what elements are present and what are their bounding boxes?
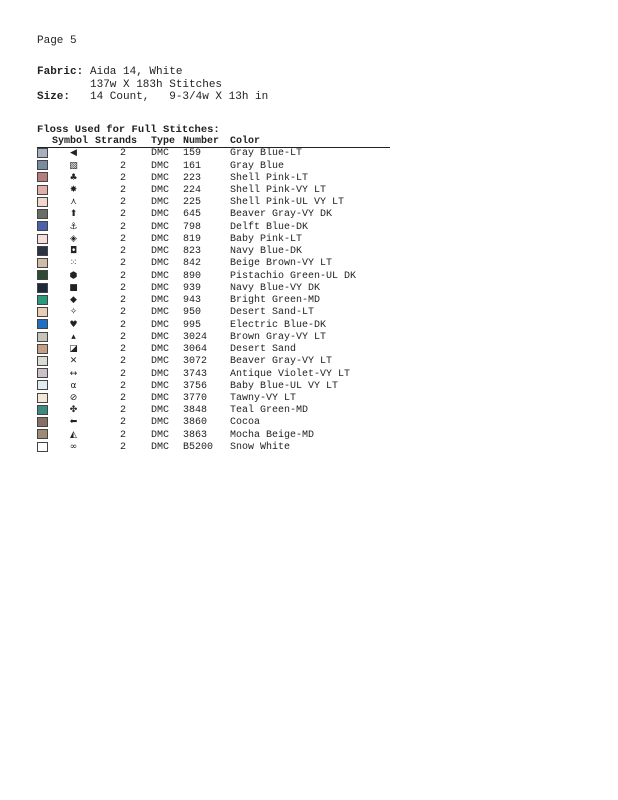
strands-cell: 2 — [119, 368, 126, 380]
page-number: Page 5 — [37, 35, 77, 47]
number-cell: 161 — [183, 160, 202, 172]
half-square-icon: ◪ — [69, 344, 78, 355]
size-value: 14 Count, 9-3/4w X 13h in — [90, 91, 269, 103]
color-swatch — [37, 307, 48, 317]
strands-cell: 2 — [119, 441, 126, 453]
number-cell: 3756 — [183, 380, 208, 392]
color-swatch — [37, 405, 48, 415]
floss-title: Floss Used for Full Stitches: — [37, 124, 220, 136]
color-name-cell: Desert Sand — [230, 344, 297, 356]
sparkle-icon: ✧ — [69, 307, 78, 318]
number-cell: 939 — [183, 282, 202, 294]
color-swatch — [37, 185, 48, 195]
strands-cell: 2 — [119, 307, 126, 319]
stitch-count: 137w X 183h Stitches — [90, 78, 223, 91]
strands-cell: 2 — [119, 393, 126, 404]
type-cell: DMC — [151, 405, 170, 417]
color-header: Color — [230, 136, 390, 148]
color-name-cell: Beige Brown-VY LT — [230, 258, 333, 270]
oval-slash-icon: ⊘ — [69, 393, 78, 403]
leaf-triangle-icon: ◭ — [70, 429, 77, 440]
strands-cell: 2 — [119, 417, 126, 429]
symbol-header: Symbol — [52, 136, 95, 148]
type-cell: DMC — [151, 319, 170, 331]
number-cell: 798 — [183, 221, 202, 233]
strands-header: Strands — [95, 136, 151, 148]
double-arrow-icon: ↔ — [69, 368, 78, 379]
floss-row — [37, 172, 390, 184]
color-swatch — [37, 270, 48, 280]
number-cell: 224 — [183, 185, 202, 197]
strands-cell: 2 — [119, 233, 126, 245]
type-cell: DMC — [151, 172, 170, 184]
type-cell: DMC — [151, 233, 170, 245]
floss-row — [37, 429, 390, 441]
type-cell: DMC — [151, 160, 170, 172]
color-swatch — [37, 332, 48, 342]
star-burst-icon: ✸ — [69, 185, 78, 196]
type-cell: DMC — [151, 429, 170, 441]
type-cell: DMC — [151, 356, 170, 368]
strands-cell: 2 — [119, 197, 126, 209]
color-name-cell: Baby Pink-LT — [230, 233, 303, 245]
fabric-value: Aida 14, White — [90, 66, 183, 78]
color-swatch — [37, 344, 48, 354]
club-icon: ♣ — [69, 172, 78, 183]
type-cell: DMC — [151, 270, 170, 282]
color-swatch — [37, 197, 48, 207]
number-cell: 3024 — [183, 331, 208, 343]
fabric-info — [37, 66, 268, 104]
strands-cell: 2 — [119, 429, 126, 441]
type-cell: DMC — [151, 393, 170, 404]
strands-cell: 2 — [119, 319, 126, 331]
color-name-cell: Shell Pink-LT — [230, 172, 309, 184]
color-name-cell: Pistachio Green-UL DK — [230, 270, 357, 282]
infinity-icon: ∞ — [69, 441, 78, 452]
type-cell: DMC — [151, 380, 170, 392]
color-name-cell: Navy Blue-DK — [230, 246, 303, 258]
number-cell: 225 — [183, 197, 202, 209]
number-cell: 3863 — [183, 429, 208, 441]
floss-row — [37, 209, 390, 221]
color-swatch — [37, 442, 48, 452]
number-header: Number — [183, 136, 230, 148]
number-cell: 3743 — [183, 368, 208, 380]
strands-cell: 2 — [119, 160, 126, 172]
type-cell: DMC — [151, 185, 170, 197]
strands-cell: 2 — [119, 380, 126, 392]
type-cell: DMC — [151, 307, 170, 319]
floss-rows — [37, 148, 390, 454]
type-cell: DMC — [151, 295, 170, 307]
color-name-cell: Delft Blue-DK — [230, 221, 309, 233]
hatched-square-icon: ▧ — [69, 160, 78, 171]
floss-row — [37, 246, 390, 258]
color-swatch — [37, 234, 48, 244]
strands-cell: 2 — [119, 258, 126, 270]
color-swatch — [37, 283, 48, 293]
color-name-cell: Shell Pink-UL VY LT — [230, 197, 345, 209]
floss-row — [37, 356, 390, 368]
triangle-left-icon: ◀ — [70, 148, 77, 159]
number-cell: 3064 — [183, 344, 208, 356]
diamond-icon: ◆ — [70, 295, 77, 306]
color-name-cell: Bright Green-MD — [230, 295, 321, 307]
color-swatch — [37, 258, 48, 268]
color-swatch — [37, 295, 48, 305]
stitches-row — [37, 79, 268, 92]
color-swatch — [37, 380, 48, 390]
color-swatch — [37, 246, 48, 256]
size-row — [37, 91, 268, 104]
color-name-cell: Tawny-VY LT — [230, 393, 297, 404]
floss-row — [37, 221, 390, 233]
color-swatch — [37, 429, 48, 439]
strands-cell: 2 — [119, 331, 126, 343]
color-swatch — [37, 209, 48, 219]
color-swatch — [37, 393, 48, 403]
size-label: Size: — [37, 91, 71, 103]
floss-row — [37, 307, 390, 319]
color-name-cell: Navy Blue-VY DK — [230, 282, 321, 294]
color-name-cell: Shell Pink-VY LT — [230, 185, 327, 197]
fabric-row — [37, 66, 268, 79]
type-header: Type — [151, 136, 183, 148]
floss-row — [37, 295, 390, 307]
color-name-cell: Cocoa — [230, 417, 261, 429]
color-swatch — [37, 148, 48, 158]
number-cell: 950 — [183, 307, 202, 319]
strands-cell: 2 — [119, 344, 126, 356]
color-name-cell: Desert Sand-LT — [230, 307, 315, 319]
floss-row — [37, 417, 390, 429]
floss-row — [37, 270, 390, 282]
floss-row — [37, 380, 390, 392]
strands-cell: 2 — [119, 185, 126, 197]
anchor-icon: ⚓ — [69, 221, 78, 232]
number-cell: 995 — [183, 319, 202, 331]
floss-row — [37, 234, 390, 246]
strands-cell: 2 — [119, 295, 126, 307]
type-cell: DMC — [151, 246, 170, 258]
number-cell: 890 — [183, 270, 202, 282]
color-name-cell: Snow White — [230, 441, 291, 453]
floss-table — [37, 136, 390, 454]
number-cell: 3860 — [183, 417, 208, 429]
strands-cell: 2 — [119, 209, 126, 221]
strands-cell: 2 — [119, 356, 126, 368]
flower-cross-icon: ✤ — [69, 405, 78, 416]
fabric-label: Fabric: — [37, 66, 84, 78]
type-cell: DMC — [151, 331, 170, 343]
type-cell: DMC — [151, 148, 170, 160]
type-cell: DMC — [151, 197, 170, 209]
swatch-header — [37, 136, 52, 148]
number-cell: 3072 — [183, 356, 208, 368]
diamond-dot-icon: ◈ — [70, 233, 77, 244]
floss-row — [37, 405, 390, 417]
color-swatch — [37, 172, 48, 182]
color-name-cell: Electric Blue-DK — [230, 319, 327, 331]
floss-row — [37, 185, 390, 197]
floss-row — [37, 442, 390, 454]
floss-header-row — [37, 136, 390, 148]
number-cell: B5200 — [183, 441, 214, 453]
color-swatch — [37, 221, 48, 231]
color-name-cell: Teal Green-MD — [230, 405, 309, 417]
color-name-cell: Beaver Gray-VY DK — [230, 209, 333, 221]
color-swatch — [37, 356, 48, 366]
arrow-left-icon: ⬅ — [69, 417, 78, 428]
strands-cell: 2 — [119, 270, 126, 282]
type-cell: DMC — [151, 209, 170, 221]
type-cell: DMC — [151, 344, 170, 356]
color-swatch — [37, 417, 48, 427]
number-cell: 823 — [183, 246, 202, 258]
color-swatch — [37, 160, 48, 170]
floss-row — [37, 197, 390, 209]
color-name-cell: Brown Gray-VY LT — [230, 331, 327, 343]
number-cell: 3770 — [183, 393, 208, 404]
number-cell: 645 — [183, 209, 202, 221]
color-name-cell: Gray Blue — [230, 160, 285, 172]
small-triangle-icon: ▴ — [71, 331, 76, 342]
color-name-cell: Mocha Beige-MD — [230, 429, 315, 441]
cross-icon: ✕ — [69, 356, 78, 367]
floss-row — [37, 283, 390, 295]
floss-row — [37, 319, 390, 331]
number-cell: 819 — [183, 233, 202, 245]
five-dot-icon: ⁙ — [69, 258, 78, 269]
number-cell: 3848 — [183, 405, 208, 417]
color-name-cell: Antique Violet-VY LT — [230, 368, 351, 380]
number-cell: 842 — [183, 258, 202, 270]
strands-cell: 2 — [119, 172, 126, 184]
number-cell: 223 — [183, 172, 202, 184]
color-name-cell: Baby Blue-UL VY LT — [230, 380, 339, 392]
hexagon-icon: ⬢ — [69, 270, 78, 281]
square-icon: ■ — [69, 282, 78, 293]
floss-row — [37, 368, 390, 380]
type-cell: DMC — [151, 417, 170, 429]
type-cell: DMC — [151, 282, 170, 294]
type-cell: DMC — [151, 441, 170, 453]
floss-row — [37, 393, 390, 405]
type-cell: DMC — [151, 368, 170, 380]
color-name-cell: Gray Blue-LT — [230, 148, 303, 160]
alpha-icon: α — [70, 380, 77, 391]
number-cell: 943 — [183, 295, 202, 307]
floss-row — [37, 148, 390, 161]
strands-cell: 2 — [119, 282, 126, 294]
caret-icon: ⋏ — [70, 197, 77, 208]
type-cell: DMC — [151, 221, 170, 233]
floss-row — [37, 332, 390, 344]
floss-row — [37, 160, 390, 172]
strands-cell: 2 — [119, 221, 126, 233]
number-cell: 159 — [183, 148, 202, 160]
inverse-bullet-icon: ◘ — [69, 246, 78, 257]
color-name-cell: Beaver Gray-VY LT — [230, 356, 333, 368]
type-cell: DMC — [151, 258, 170, 270]
floss-row — [37, 258, 390, 270]
strands-cell: 2 — [119, 405, 126, 417]
floss-row — [37, 344, 390, 356]
arrow-up-icon: ⬆ — [69, 209, 78, 220]
strands-cell: 2 — [119, 148, 126, 160]
strands-cell: 2 — [119, 246, 126, 258]
color-swatch — [37, 319, 48, 329]
color-swatch — [37, 368, 48, 378]
heart-icon: ♥ — [69, 319, 78, 330]
